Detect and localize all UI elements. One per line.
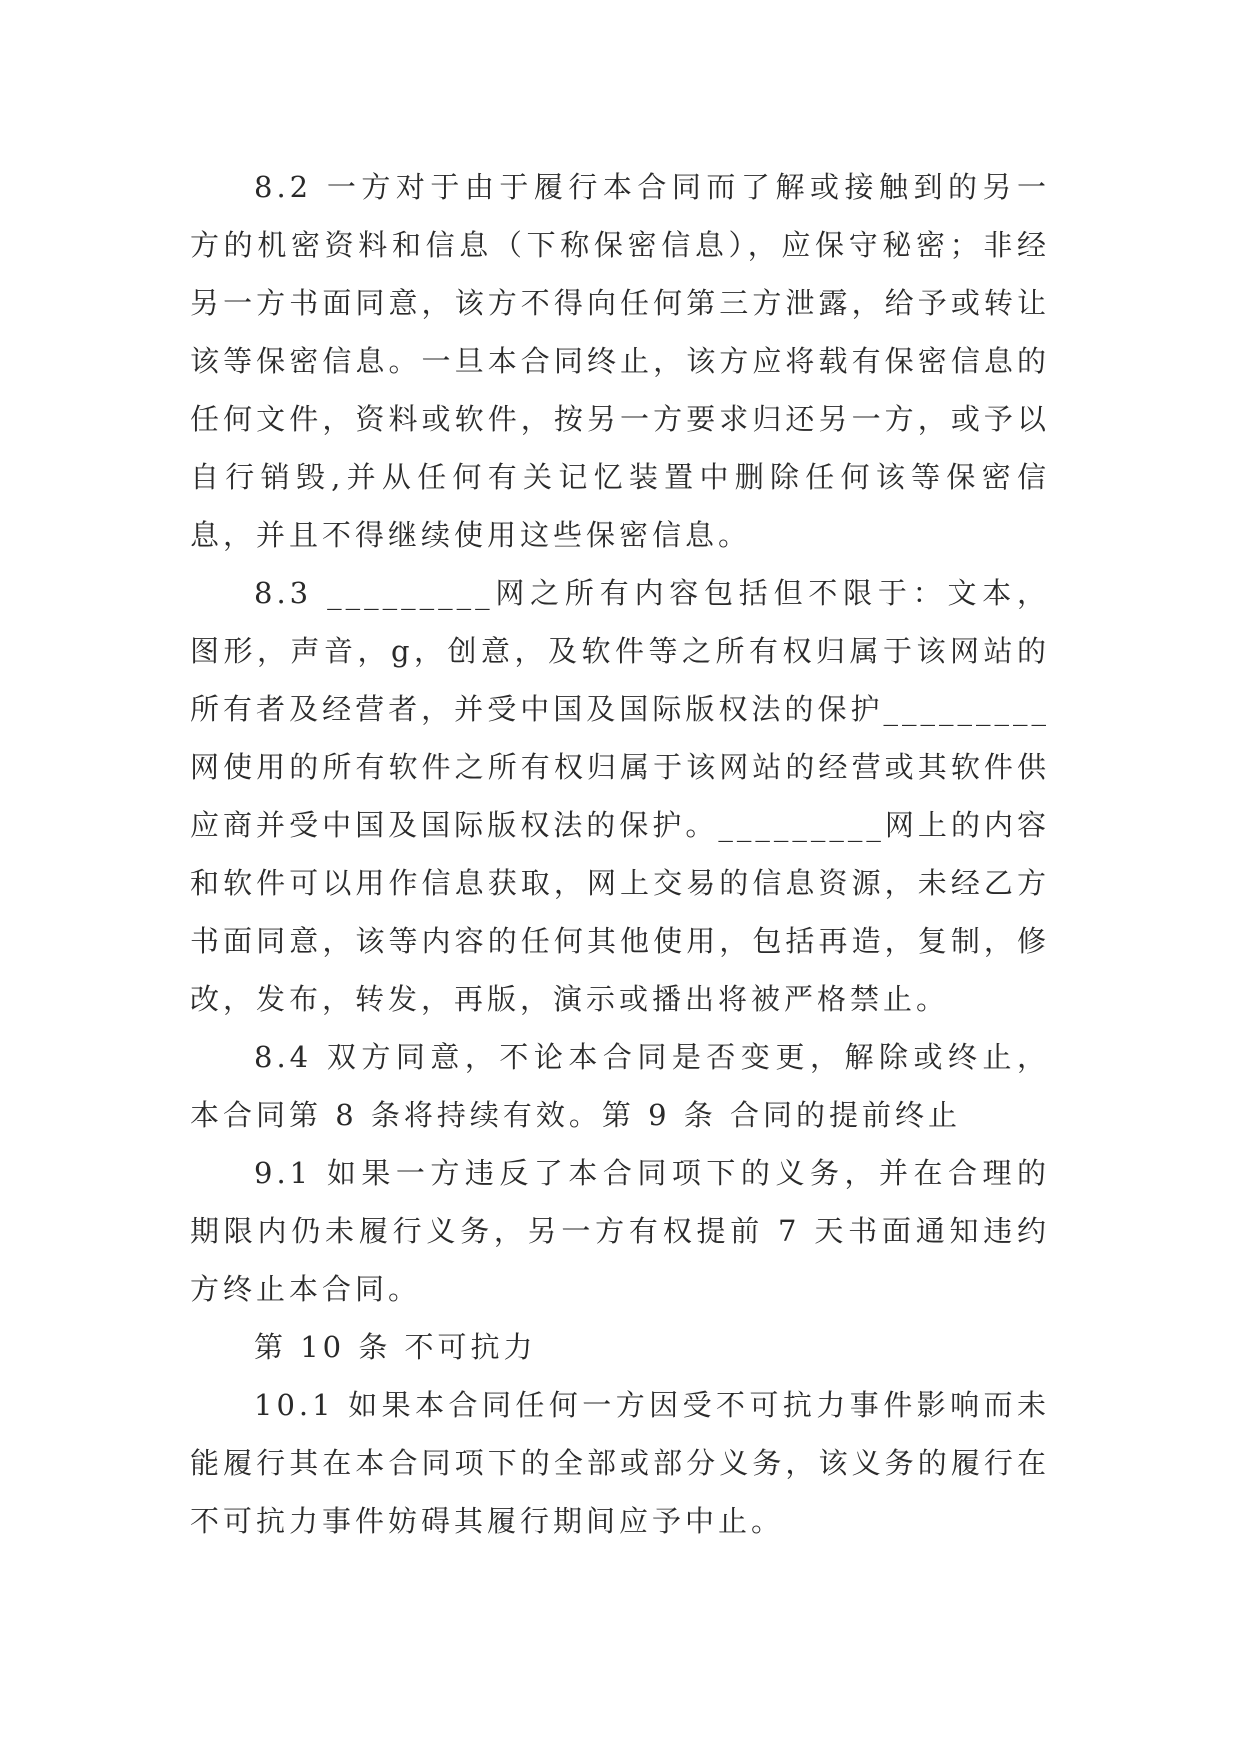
clause-8-3: 8.3 _________网之所有内容包括但不限于：文本，图形，声音，g，创意，及软件等之所有权归属于该网站的所有者及经营者，并受中国及国际版权法的保护_________网使用的所有软件之所有权归属于该网站的经营或其软件供应商并受中国及国际版权法的保护。_________网上的内容和软件可以用作信息获取，网上交易的信息资源，未经乙方书面同意，该等内容的任何其他使用，包括再造，复制，修改，发布，转发，再版，演示或播出将被严格禁止。 [190, 576, 1050, 1016]
article-10-heading: 第 10 条 不可抗力 [254, 1330, 537, 1364]
document-body [190, 158, 1050, 1550]
clause-8-4: 8.4 双方同意，不论本合同是否变更，解除或终止，本合同第 8 条将持续有效。第 9 条 合同的提前终止 [190, 1040, 1050, 1132]
clause-9-1: 9.1 如果一方违反了本合同项下的义务，并在合理的期限内仍未履行义务，另一方有权提前 7 天书面通知违约方终止本合同。 [190, 1156, 1050, 1306]
clause-8-2: 8.2 一方对于由于履行本合同而了解或接触到的另一方的机密资料和信息（下称保密信息），应保守秘密；非经另一方书面同意，该方不得向任何第三方泄露，给予或转让该等保密信息。一旦本合同终止，该方应将载有保密信息的任何文件，资料或软件，按另一方要求归还另一方，或予以自行销毁,并从任何有关记忆装置中删除任何该等保密信息，并且不得继续使用这些保密信息。 [190, 170, 1050, 552]
clause-10-1: 10.1 如果本合同任何一方因受不可抗力事件影响而未能履行其在本合同项下的全部或部分义务，该义务的履行在不可抗力事件妨碍其履行期间应予中止。 [190, 1388, 1050, 1538]
